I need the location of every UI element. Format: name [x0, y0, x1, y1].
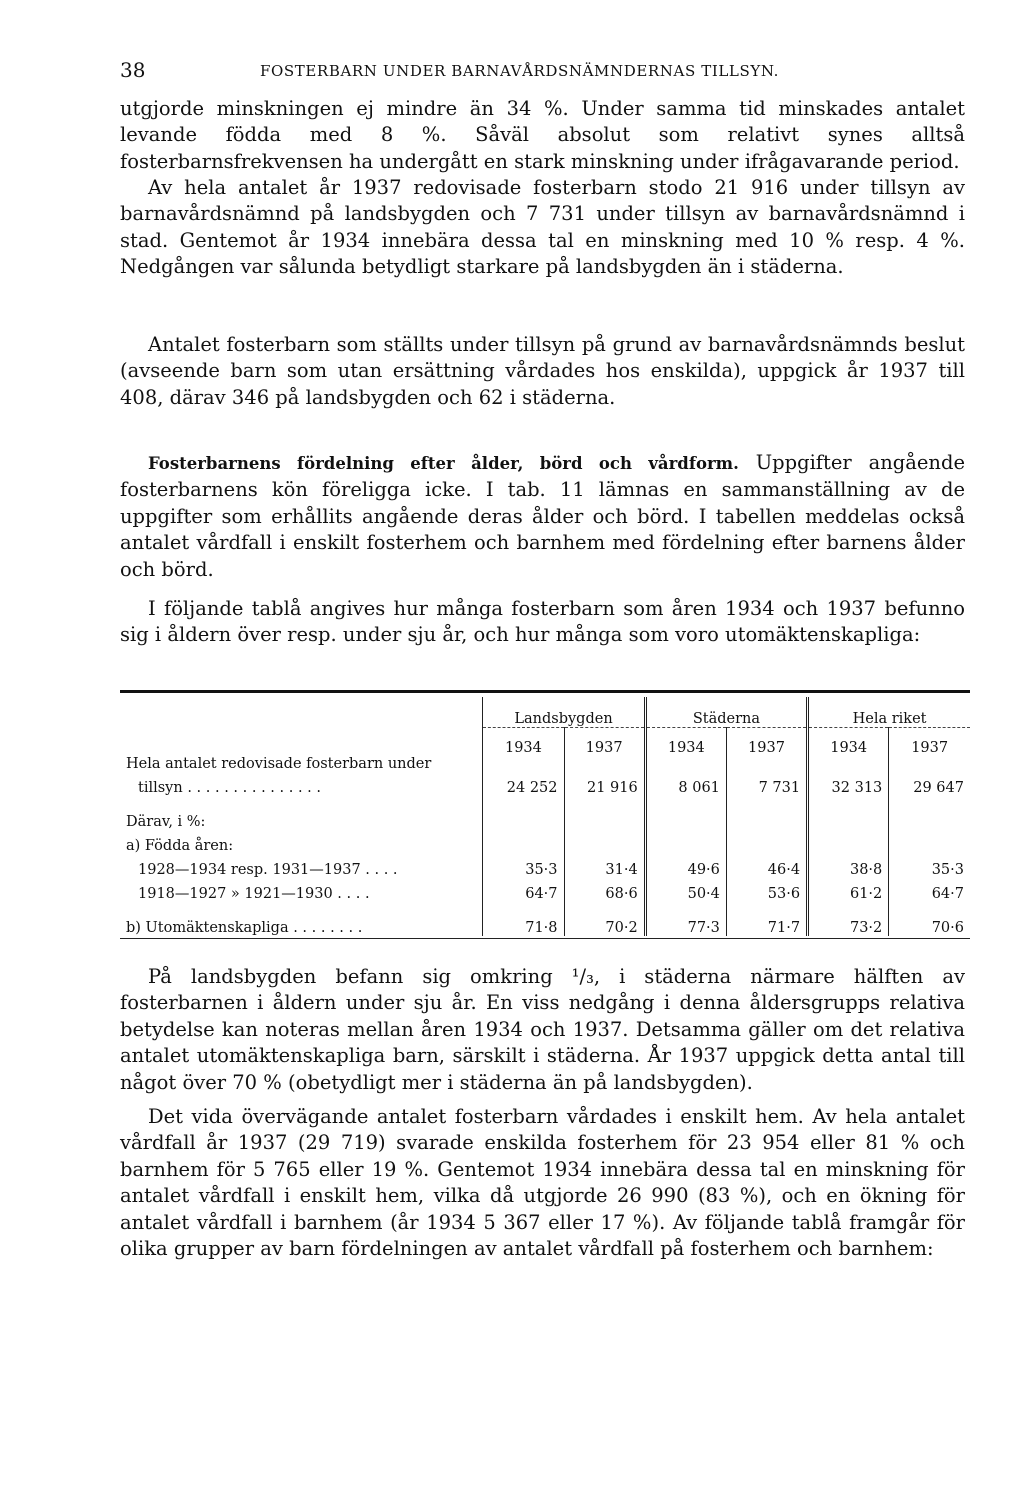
table-cell: 21 916	[564, 772, 645, 796]
table-cell: 77·3	[645, 912, 726, 936]
table-cell: 68·6	[564, 878, 645, 902]
page-header	[120, 58, 920, 84]
row-label-b: b) Utomäktenskapliga . . . . . . . .	[126, 920, 363, 936]
table-cell: 64·7	[483, 878, 564, 902]
paragraph-2: Av hela antalet år 1937 redovisade fosterbarn stodo 21 916 under tillsyn av barnavårdsnämnd på landsbygden och 7 731 under tillsyn av barnavårdsnämnd i stad. Gentemot år 1934 innebära dessa tal en minskning med 10 % resp. 4 %. Nedgången var sålunda betydligt starkare på landsbygden än i städerna.	[120, 176, 965, 279]
paragraph-6: På landsbygden befann sig omkring ¹/₃, i städerna närmare hälften av fosterbarnen i åldern under sju år. En viss nedgång i denna åldersgrupps relativa betydelse kan noteras mellan åren 1934 och 1937. Detsamma gäller om det relativa antalet utomäktenskapliga barn, särskilt i städerna. År 1937 uppgick detta antal till något över 70 % (obetydligt mer i städerna än på landsbygden).	[120, 965, 965, 1094]
table-cell: 53·6	[726, 878, 807, 902]
table-cell: 70·6	[889, 912, 970, 936]
table-cell: 24 252	[483, 772, 564, 796]
row-label-darav: Därav, i %:	[126, 814, 206, 830]
table-cell: 7 731	[726, 772, 807, 796]
table-cell: 8 061	[645, 772, 726, 796]
table-cell: 71·8	[483, 912, 564, 936]
table-cell: 31·4	[564, 854, 645, 878]
column-year: 1934	[645, 728, 726, 757]
table-row	[120, 772, 970, 796]
table-cell: 64·7	[889, 878, 970, 902]
column-year: 1934	[483, 728, 564, 757]
paragraph-3: Antalet fosterbarn som ställts under tillsyn på grund av barnavårdsnämnds beslut (avseende barn som utan ersättning vårdades hos enskilda), uppgick år 1937 till 408, därav 346 på landsbygden och 62 i städerna.	[120, 333, 965, 409]
table-cell: 49·6	[645, 854, 726, 878]
table-row	[120, 878, 970, 902]
table-cell: 61·2	[808, 878, 889, 902]
running-title: FOSTERBARN UNDER BARNAVÅRDSNÄMNDERNAS TILLSYN.	[260, 62, 779, 80]
table-top-rule	[120, 690, 970, 693]
row-label-a1: 1928—1934 resp. 1931—1937 . . . .	[138, 862, 398, 878]
table-row	[120, 912, 970, 936]
column-group-landsbygden: Landsbygden	[483, 697, 645, 728]
paragraph-1: utgjorde minskningen ej mindre än 34 %. Under samma tid minskades antalet levande födda med 8 %. Såväl absolut som relativt synes alltså fosterbarnsfrekvensen ha undergått en stark minskning under ifrågavarande period.	[120, 97, 965, 173]
table-cell: 29 647	[889, 772, 970, 796]
page-number: 38	[120, 58, 146, 82]
row-label-a2: 1918—1927 » 1921—1930 . . . .	[138, 886, 370, 902]
column-year: 1937	[726, 728, 807, 757]
table-bottom-rule	[120, 938, 970, 939]
row-label-fodda: a) Födda åren:	[126, 838, 234, 854]
column-year: 1934	[808, 728, 889, 757]
table-cell: 32 313	[808, 772, 889, 796]
table-cell: 70·2	[564, 912, 645, 936]
table-row	[120, 854, 970, 878]
paragraph-4	[120, 450, 965, 583]
column-group-staderna: Städerna	[645, 697, 807, 728]
paragraph-4-body: Uppgifter angående fosterbarnens kön föreligga icke. I tab. 11 lämnas en sammanställning av de uppgifter som erhållits angående deras ålder och börd. I tabellen meddelas också antalet vårdfall i enskilt fosterhem och barnhem med fördelning efter barnens ålder och börd.	[120, 451, 965, 581]
column-group-hela-riket: Hela riket	[808, 697, 970, 728]
paragraph-5: I följande tablå angives hur många fosterbarn som åren 1934 och 1937 befunno sig i åldern över resp. under sju år, och hur många som voro utomäktenskapliga:	[120, 597, 965, 647]
statistics-table	[120, 690, 970, 939]
table-cell: 73·2	[808, 912, 889, 936]
column-year: 1937	[889, 728, 970, 757]
section-heading: Fosterbarnens fördelning efter ålder, börd och vårdform.	[148, 454, 739, 473]
table-cell: 38·8	[808, 854, 889, 878]
table-cell: 46·4	[726, 854, 807, 878]
table-cell: 35·3	[483, 854, 564, 878]
table-cell: 35·3	[889, 854, 970, 878]
row-label-total-line2: tillsyn . . . . . . . . . . . . . . .	[138, 780, 321, 796]
paragraph-7: Det vida övervägande antalet fosterbarn vårdades i enskilt hem. Av hela antalet vårdfall år 1937 (29 719) svarade enskilda fosterhem för 23 954 eller 81 % och barnhem för 5 765 eller 19 %. Gentemot 1934 innebära dessa tal en minskning för antalet vårdfall i enskilt hem, vilka då utgjorde 26 990 (83 %), och en ökning för antalet vårdfall i barnhem (år 1934 5 367 eller 17 %). Av följande tablå framgår för olika grupper av barn fördelningen av antalet vårdfall på fosterhem och barnhem:	[120, 1105, 965, 1261]
row-label-total-line1: Hela antalet redovisade fosterbarn under	[126, 756, 432, 772]
table-cell: 50·4	[645, 878, 726, 902]
column-year: 1937	[564, 728, 645, 757]
table-cell: 71·7	[726, 912, 807, 936]
